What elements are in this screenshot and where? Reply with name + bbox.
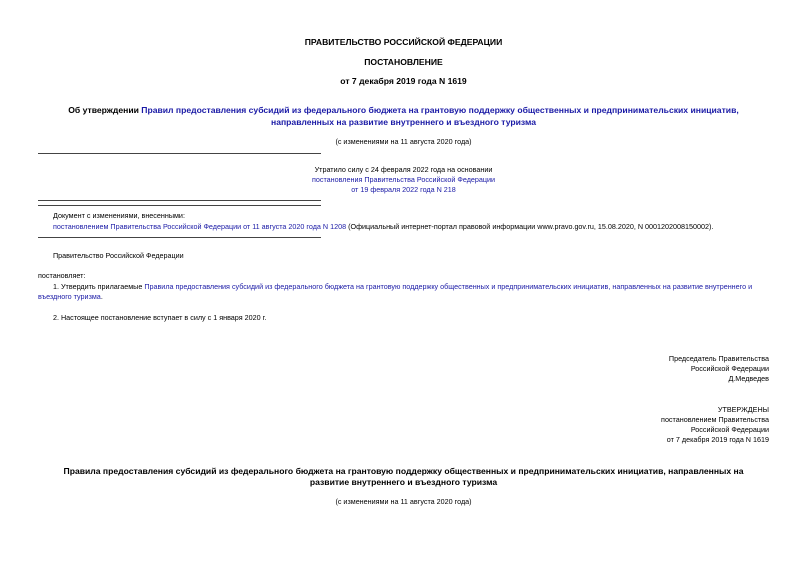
body-government: Правительство Российской Федерации — [53, 251, 184, 260]
approved-line3: Российской Федерации — [690, 425, 769, 434]
amendments-line — [53, 222, 713, 231]
expired-link-line2[interactable]: от 19 февраля 2022 года N 218 — [351, 185, 456, 194]
divider — [38, 200, 321, 201]
rules-title-line1: Правила предоставления субсидий из федерального бюджета на грантовую поддержку общественных и предпринимательских инициатив, направленных на — [63, 466, 744, 476]
item1-link-cont[interactable]: въездного туризма — [38, 292, 101, 301]
expired-link-line1[interactable]: постановления Правительства Российской Федерации — [311, 175, 496, 184]
approved-line2: постановлением Правительства — [661, 415, 769, 424]
item2: 2. Настоящее постановление вступает в силу с 1 января 2020 г. — [53, 313, 267, 322]
item1-line2 — [38, 292, 103, 301]
rules-title-line2: развитие внутреннего и въездного туризма — [309, 477, 498, 487]
item1-suffix: . — [100, 292, 103, 301]
document-type: ПОСТАНОВЛЕНИЕ — [364, 57, 443, 67]
item1-line1 — [53, 282, 769, 291]
expired-line1: Утратило силу с 24 февраля 2022 года на основании — [314, 165, 493, 174]
signature-org: Российской Федерации — [690, 364, 769, 373]
body-decides: постановляет: — [38, 271, 86, 280]
amendments-link[interactable]: постановлением Правительства Российской Федерации от 11 августа 2020 года N 1208 — [53, 222, 347, 231]
approved-line4: от 7 декабря 2019 года N 1619 — [666, 435, 769, 444]
divider — [38, 205, 321, 206]
rules-link[interactable]: Правил предоставления субсидий из федерального бюджета на грантовую поддержку общественных и предпринимательских инициатив, — [141, 105, 739, 115]
rules-changes-note: (с изменениями на 11 августа 2020 года) — [335, 497, 472, 506]
approved-label: УТВЕРЖДЕНЫ — [717, 405, 769, 414]
document-date-number: от 7 декабря 2019 года N 1619 — [340, 76, 467, 86]
divider — [38, 153, 321, 154]
title-prefix: Об утверждении — [68, 105, 142, 115]
amendments-source: (Официальный интернет-портал правовой информации www.pravo.gov.ru, 15.08.2020, N 0001202008150002). — [346, 222, 714, 231]
amendments-label: Документ с изменениями, внесенными: — [53, 211, 185, 220]
government-header: ПРАВИТЕЛЬСТВО РОССИЙСКОЙ ФЕДЕРАЦИИ — [304, 37, 503, 47]
item1-link[interactable]: Правила предоставления субсидий из федерального бюджета на грантовую поддержку общественных и предпринимательских инициатив, направленных на развитие внутреннего и — [144, 282, 753, 291]
rules-link-line2[interactable]: направленных на развитие внутреннего и въездного туризма — [271, 117, 536, 127]
signature-name: Д.Медведев — [728, 374, 769, 383]
changes-note: (с изменениями на 11 августа 2020 года) — [335, 137, 472, 146]
document-title-line1 — [0, 105, 807, 115]
divider — [38, 237, 321, 238]
item1-prefix: 1. Утвердить прилагаемые — [53, 282, 145, 291]
signature-title: Председатель Правительства — [668, 354, 769, 363]
